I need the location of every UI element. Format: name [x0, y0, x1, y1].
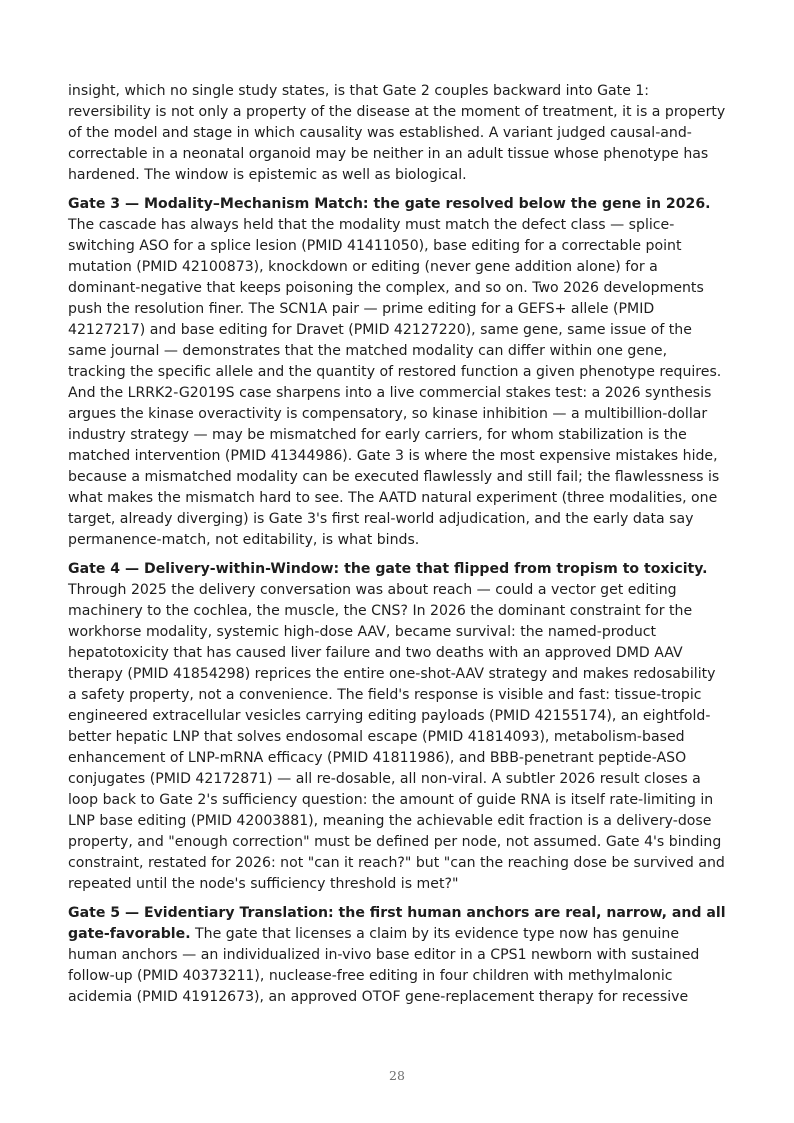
section-heading-gate3: Gate 3 — Modality–Mechanism Match: the gate resolved below the gene in 2026.: [68, 196, 711, 212]
paragraph-text: The gate that licenses a claim by its evidence type now has genuine human anchors — an individualized in-vivo base editor in a CPS1 newborn with sustained follow-up (PMID 40373211), nuclease-free editing in four children with methylmalonic acidemia (PMID 41912673), an approved OTOF gene-replacement therapy for recessive: [68, 926, 700, 1005]
section-heading-gate5: Gate 5 — Evidentiary Translation: the first human anchors are real, narrow, and all gate-favorable.: [68, 905, 726, 942]
page-body: [68, 81, 728, 1016]
paragraph-text: insight, which no single study states, is that Gate 2 couples backward into Gate 1: reversibility is not only a property of the disease at the moment of treatment, it is a property of the model and stage in which causality was established. A variant judged causal-and-correctable in a neonatal organoid may be neither in an adult tissue whose phenotype has hardened. The window is epistemic as well as biological.: [68, 83, 726, 183]
section-heading-gate4: Gate 4 — Delivery-within-Window: the gate that flipped from tropism to toxicity.: [68, 561, 708, 577]
paragraph-gate3: [68, 194, 728, 551]
paragraph-gate4: [68, 559, 728, 895]
paragraph-text: Through 2025 the delivery conversation was about reach — could a vector get editing machinery to the cochlea, the muscle, the CNS? In 2026 the dominant constraint for the workhorse modality, systemic high-dose AAV, became survival: the named-product hepatotoxicity that has caused liver failure and two deaths with an approved DMD AAV therapy (PMID 41854298) reprices the entire one-shot-AAV strategy and makes redosability a safety property, not a convenience. The field's response is visible and fast: tissue-tropic engineered extracellular vesicles carrying editing payloads (PMID 42155174), an eightfold-better hepatic LNP that solves endosomal escape (PMID 41814093), metabolism-based enhancement of LNP-mRNA efficacy (PMID 41811986), and BBB-penetrant peptide-ASO conjugates (PMID 42172871) — all re-dosable, all non-viral. A subtler 2026 result closes a loop back to Gate 2's sufficiency question: the amount of guide RNA is itself rate-limiting in LNP base editing (PMID 42003881), meaning the achievable edit fraction is a delivery-dose property, and "enough correction" must be defined per node, not assumed. Gate 4's binding constraint, restated for 2026: not "can it reach?" but "can the reaching dose be survived and repeated until the node's sufficiency threshold is met?": [68, 582, 725, 892]
page-number: 28: [389, 1068, 405, 1083]
paragraph-gate5: [68, 903, 728, 1008]
paragraph-text: The cascade has always held that the modality must match the defect class — splice-switching ASO for a splice lesion (PMID 41411050), base editing for a correctable point mutation (PMID 42100873), knockdown or editing (never gene addition alone) for a dominant-negative that keeps poisoning the complex, and so on. Two 2026 developments push the resolution finer. The SCN1A pair — prime editing for a GEFS+ allele (PMID 42127217) and base editing for Dravet (PMID 42127220), same gene, same issue of the same journal — demonstrates that the matched modality can differ within one gene, tracking the specific allele and the quantity of restored function a given phenotype requires. And the LRRK2-G2019S case sharpens into a live commercial stakes test: a 2026 synthesis argues the kinase overactivity is compensatory, so kinase inhibition — a multibillion-dollar industry strategy — may be mismatched for early carriers, for whom stabilization is the matched intervention (PMID 41344986). Gate 3 is where the most expensive mistakes hide, because a mismatched modality can be executed flawlessly and still fail; the flawlessness is what makes the mismatch hard to see. The AATD natural experiment (three modalities, one target, already diverging) is Gate 3's first real-world adjudication, and the early data say permanence-match, not editability, is what binds.: [68, 217, 722, 548]
paragraph-gate2-continuation: [68, 81, 728, 186]
